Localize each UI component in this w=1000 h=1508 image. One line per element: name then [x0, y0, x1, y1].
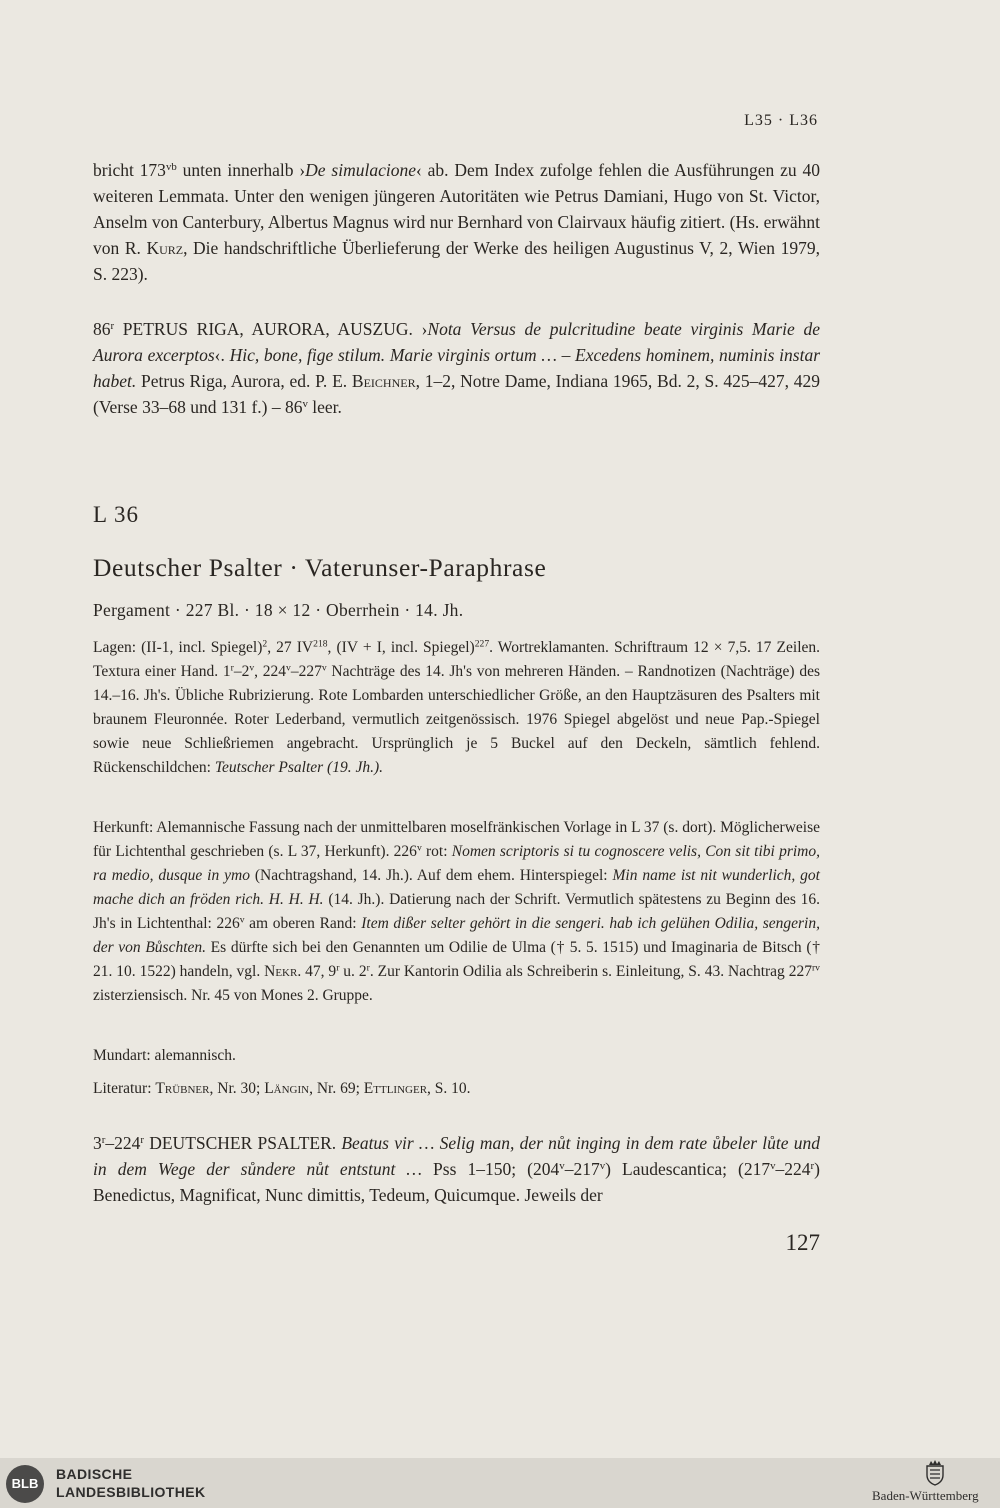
- state-label[interactable]: Baden-Württemberg: [872, 1488, 979, 1503]
- library-name-line2: LANDESBIBLIOTHEK: [56, 1484, 206, 1500]
- page-number: 127: [785, 1230, 820, 1255]
- paragraph-literatur: Literatur: Trübner, Nr. 30; Längin, Nr. 69; Ettlinger, S. 10.: [93, 1080, 471, 1097]
- paragraph-mundart: Mundart: alemannisch.: [93, 1047, 236, 1064]
- paragraph-petrus-riga: 86$^r$ PETRUS RIGA, AURORA, AUSZUG. ›Nota Versus de pulcritudine beate virginis Marie de Aurora excerptos‹. Hic, bone, fige stilum. Marie virginis ortum … – Excedens hominem, numinis instar habet. Petrus Riga, Aurora, ed. P. E. Beichner, 1–2, Notre Dame, Indiana 1965, Bd. 2, S. 425–427, 429 (Verse 33–68 und 131 f.) – 86$^v$ leer.: [93, 319, 821, 417]
- entry-subtitle: Pergament · 227 Bl. · 18 × 12 · Oberrhein · 14. Jh.: [93, 600, 464, 620]
- blb-logo[interactable]: BLB: [6, 1465, 44, 1503]
- paragraph-herkunft: Herkunft: Alemannische Fassung nach der unmittelbaren moselfränkischen Vorlage in L 37 (s. dort). Möglicherweise für Lichtenthal geschrieben (s. L 37, Herkunft). 226$^v$ rot: Nomen scriptoris si tu cognoscere velis, Con sit tibi primo, ra medio, dusque in ymo (Nachtragshand, 14. Jh.). Auf dem ehem. Hinterspiegel: Min name ist nit wunderlich, got mache dich an fröden rich. H. H. H. (14. Jh.). Datierung nach der Schrift. Vermutlich spätestens zu Beginn des 16. Jh's in Lichtenthal: 226$^v$ am oberen Rand: Item dißer selter gehört in die sengeri. hab ich gelühen Odilia, sengerin, der von Bůschten. Es dürfte sich bei den Genannten um Odilie de Ulma († 5. 5. 1515) und Imaginaria de Bitsch († 21. 10. 1522) handeln, vgl. Nekr. 47, 9$^r$ u. 2$^r$. Zur Kantorin Odilia als Schreiberin s. Einleitung, S. 43. Nachtrag $227^{rv}$ zisterziensisch. Nr. 45 von Mones 2. Gruppe.: [93, 819, 821, 1004]
- footer-bar: [0, 1458, 1000, 1508]
- running-head: L35 · L36: [744, 112, 818, 129]
- library-name-line1: BADISCHE: [56, 1466, 133, 1482]
- paragraph-continuation: bricht $173^{vb}$ unten innerhalb ›De simulacione‹ ab. Dem Index zufolge fehlen die Ausführungen zu 40 weiteren Lemmata. Unter den wenigen jüngeren Autoritäten wie Petrus Damiani, Hugo von St. Victor, Anselm von Canterbury, Albertus Magnus wird nur Bernhard von Clairvaux häufig zitiert. (Hs. erwähnt von R. Kurz, Die handschriftliche Überlieferung der Werke des heiligen Augustinus V, 2, Wien 1979, S. 223).: [93, 160, 821, 284]
- state-coat-of-arms-icon: [924, 1460, 946, 1486]
- paragraph-lagen: Lagen: (II-1, incl. Spiegel)$^2$, 27 IV$^{218}$, (IV + I, incl. Spiegel)$^{227}$. Wortreklamanten. Schriftraum 12 × 7,5. 17 Zeilen. Textura einer Hand. 1$^r$–2$^v$, 224$^v$–227$^v$ Nachträge des 14. Jh's von mehreren Händen. – Randnotizen (Nachträge) des 14.–16. Jh's. Übliche Rubrizierung. Rote Lombarden unterschiedlicher Größe, an den Hauptzäsuren des Psalters mit braunem Fleuronnée. Roter Lederband, vermutlich zeitgenössisch. 1976 Spiegel abgelöst und neue Pap.-Spiegel sowie neue Schließriemen angebracht. Ursprünglich je 5 Buckel auf den Deckeln, sämtlich fehlend. Rückenschildchen: Teutscher Psalter (19. Jh.).: [93, 638, 821, 776]
- paragraph-psalter: 3$^r$–224$^r$ DEUTSCHER PSALTER. Beatus vir … Selig man, der nůt inging in dem rate ůbeler lůte und in dem Wege der sůndere nůt entstunt … Pss 1–150; (204$^v$–217$^v$) Laudescantica; (217$^v$–224$^r$) Benedictus, Magnificat, Nunc dimittis, Tedeum, Quicumque. Jeweils der: [93, 1133, 820, 1205]
- manuscript-signature: L 36: [93, 502, 139, 527]
- library-name[interactable]: [56, 1465, 206, 1501]
- entry-title: Deutscher Psalter · Vaterunser-Paraphrase: [93, 553, 547, 582]
